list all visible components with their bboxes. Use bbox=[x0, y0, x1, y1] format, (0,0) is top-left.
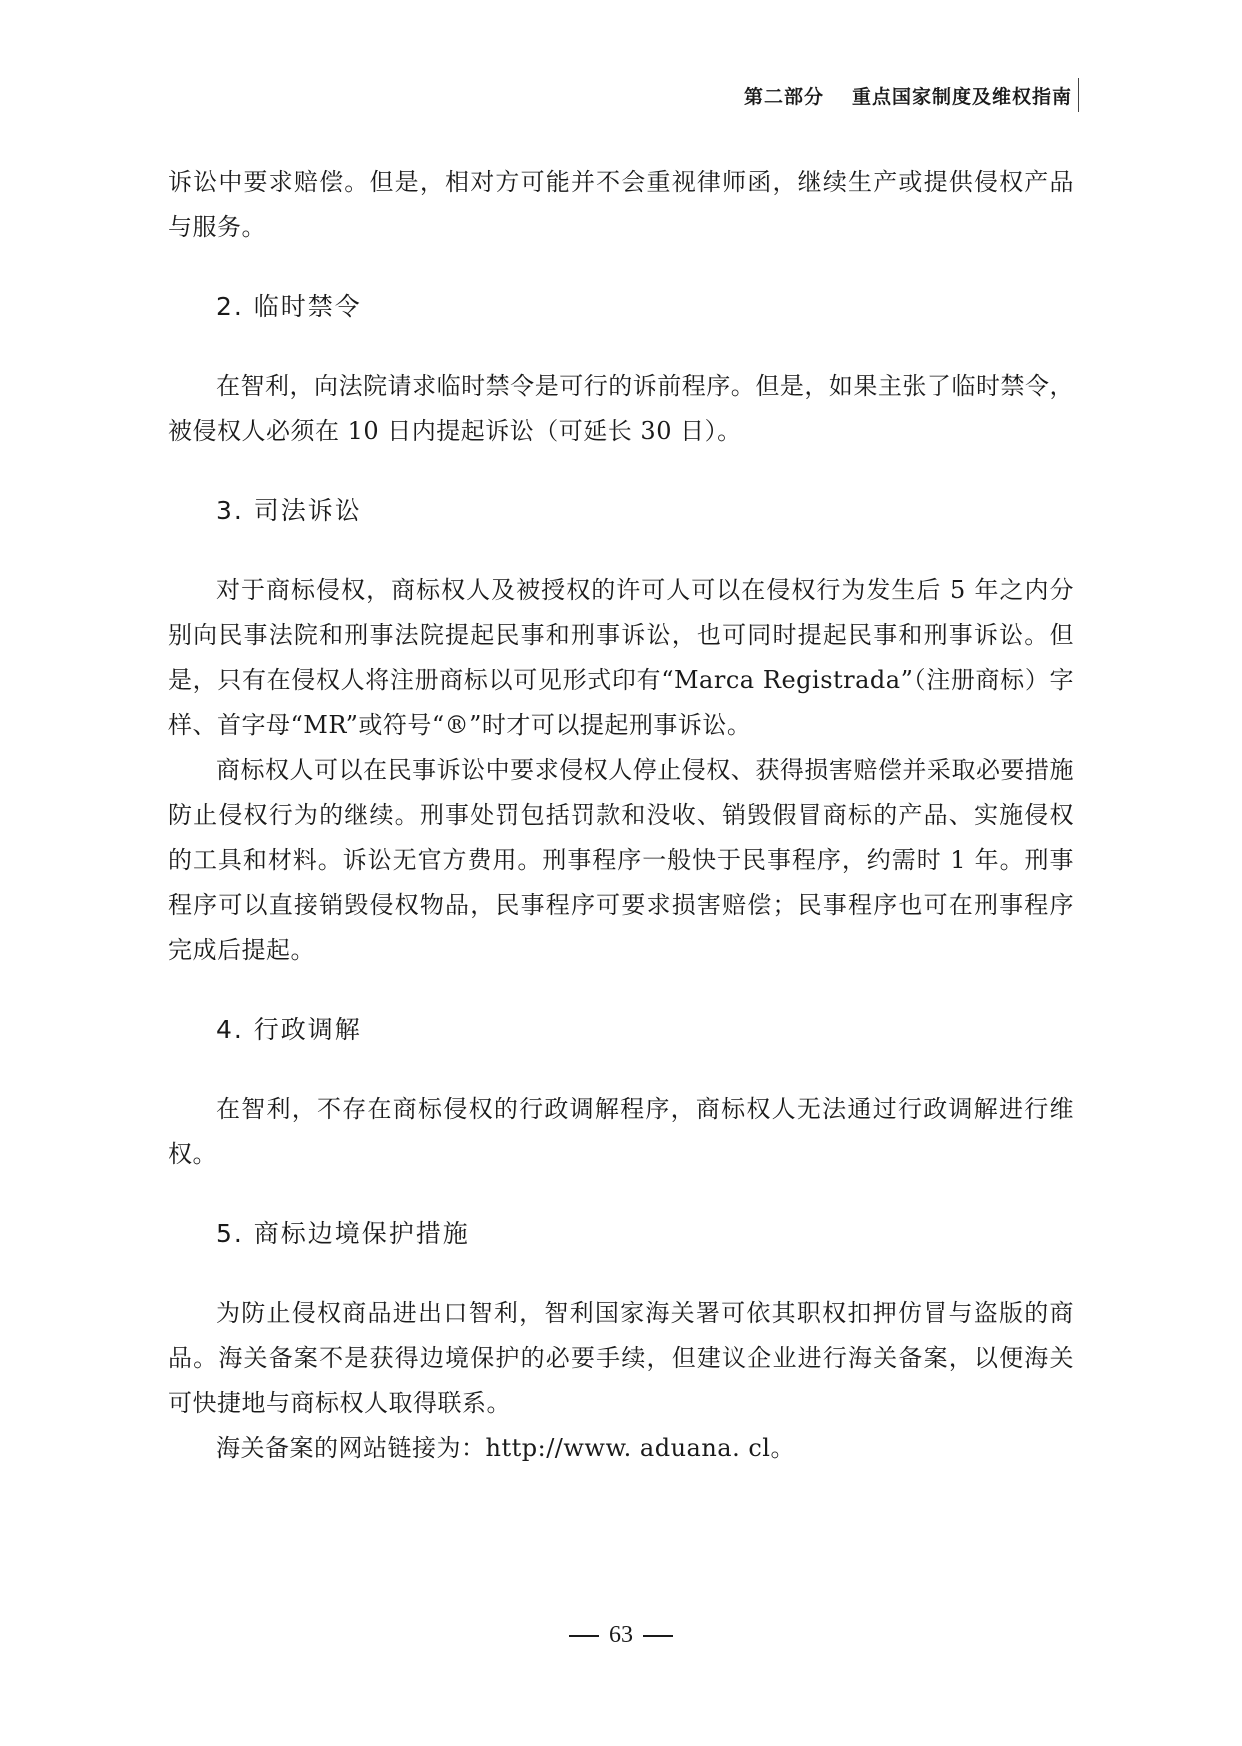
page-body bbox=[168, 160, 1074, 1471]
paragraph-administrative-mediation: 在智利，不存在商标侵权的行政调解程序，商标权人无法通过行政调解进行维权。 bbox=[168, 1095, 1074, 1168]
header-divider bbox=[1078, 78, 1079, 112]
section-heading-border-protection: 5. 商标边境保护措施 bbox=[216, 1219, 470, 1248]
running-header bbox=[744, 82, 1072, 109]
paragraph-litigation-1: 对于商标侵权，商标权人及被授权的许可人可以在侵权行为发生后 5 年之内分别向民事法院和刑事法院提起民事和刑事诉讼，也可同时提起民事和刑事诉讼。但是，只有在侵权人将注册商标以可见形式印有“Marca Registrada”（注册商标）字样、首字母“MR”或符号“®”时才可以提起刑事诉讼。 bbox=[168, 576, 1074, 739]
paragraph-intro: 诉讼中要求赔偿。但是，相对方可能并不会重视律师函，继续生产或提供侵权产品与服务。 bbox=[168, 168, 1074, 241]
header-part: 第二部分 bbox=[743, 86, 824, 108]
page-footer bbox=[0, 1622, 1242, 1649]
section-heading-judicial-litigation: 3. 司法诉讼 bbox=[216, 496, 362, 525]
paragraph-interim-injunction: 在智利，向法院请求临时禁令是可行的诉前程序。但是，如果主张了临时禁令，被侵权人必须在 10 日内提起诉讼（可延长 30 日）。 bbox=[168, 372, 1074, 445]
paragraph-border-protection-1: 为防止侵权商品进出口智利，智利国家海关署可依其职权扣押仿冒与盗版的商品。海关备案不是获得边境保护的必要手续，但建议企业进行海关备案，以便海关可快捷地与商标权人取得联系。 bbox=[168, 1299, 1074, 1417]
paragraph-border-protection-2: 海关备案的网站链接为：http://www. aduana. cl。 bbox=[216, 1434, 795, 1462]
header-title: 重点国家制度及维权指南 bbox=[851, 86, 1072, 108]
paragraph-litigation-2: 商标权人可以在民事诉讼中要求侵权人停止侵权、获得损害赔偿并采取必要措施防止侵权行为的继续。刑事处罚包括罚款和没收、销毁假冒商标的产品、实施侵权的工具和材料。诉讼无官方费用。刑事程序一般快于民事程序，约需时 1 年。刑事程序可以直接销毁侵权物品，民事程序可要求损害赔偿；民事程序也可在刑事程序完成后提起。 bbox=[168, 756, 1074, 964]
footer-dash-left bbox=[569, 1635, 599, 1637]
section-heading-administrative-mediation: 4. 行政调解 bbox=[216, 1015, 362, 1044]
footer-dash-right bbox=[643, 1635, 673, 1637]
page-number: 63 bbox=[609, 1622, 633, 1648]
section-heading-interim-injunction: 2. 临时禁令 bbox=[216, 292, 362, 321]
